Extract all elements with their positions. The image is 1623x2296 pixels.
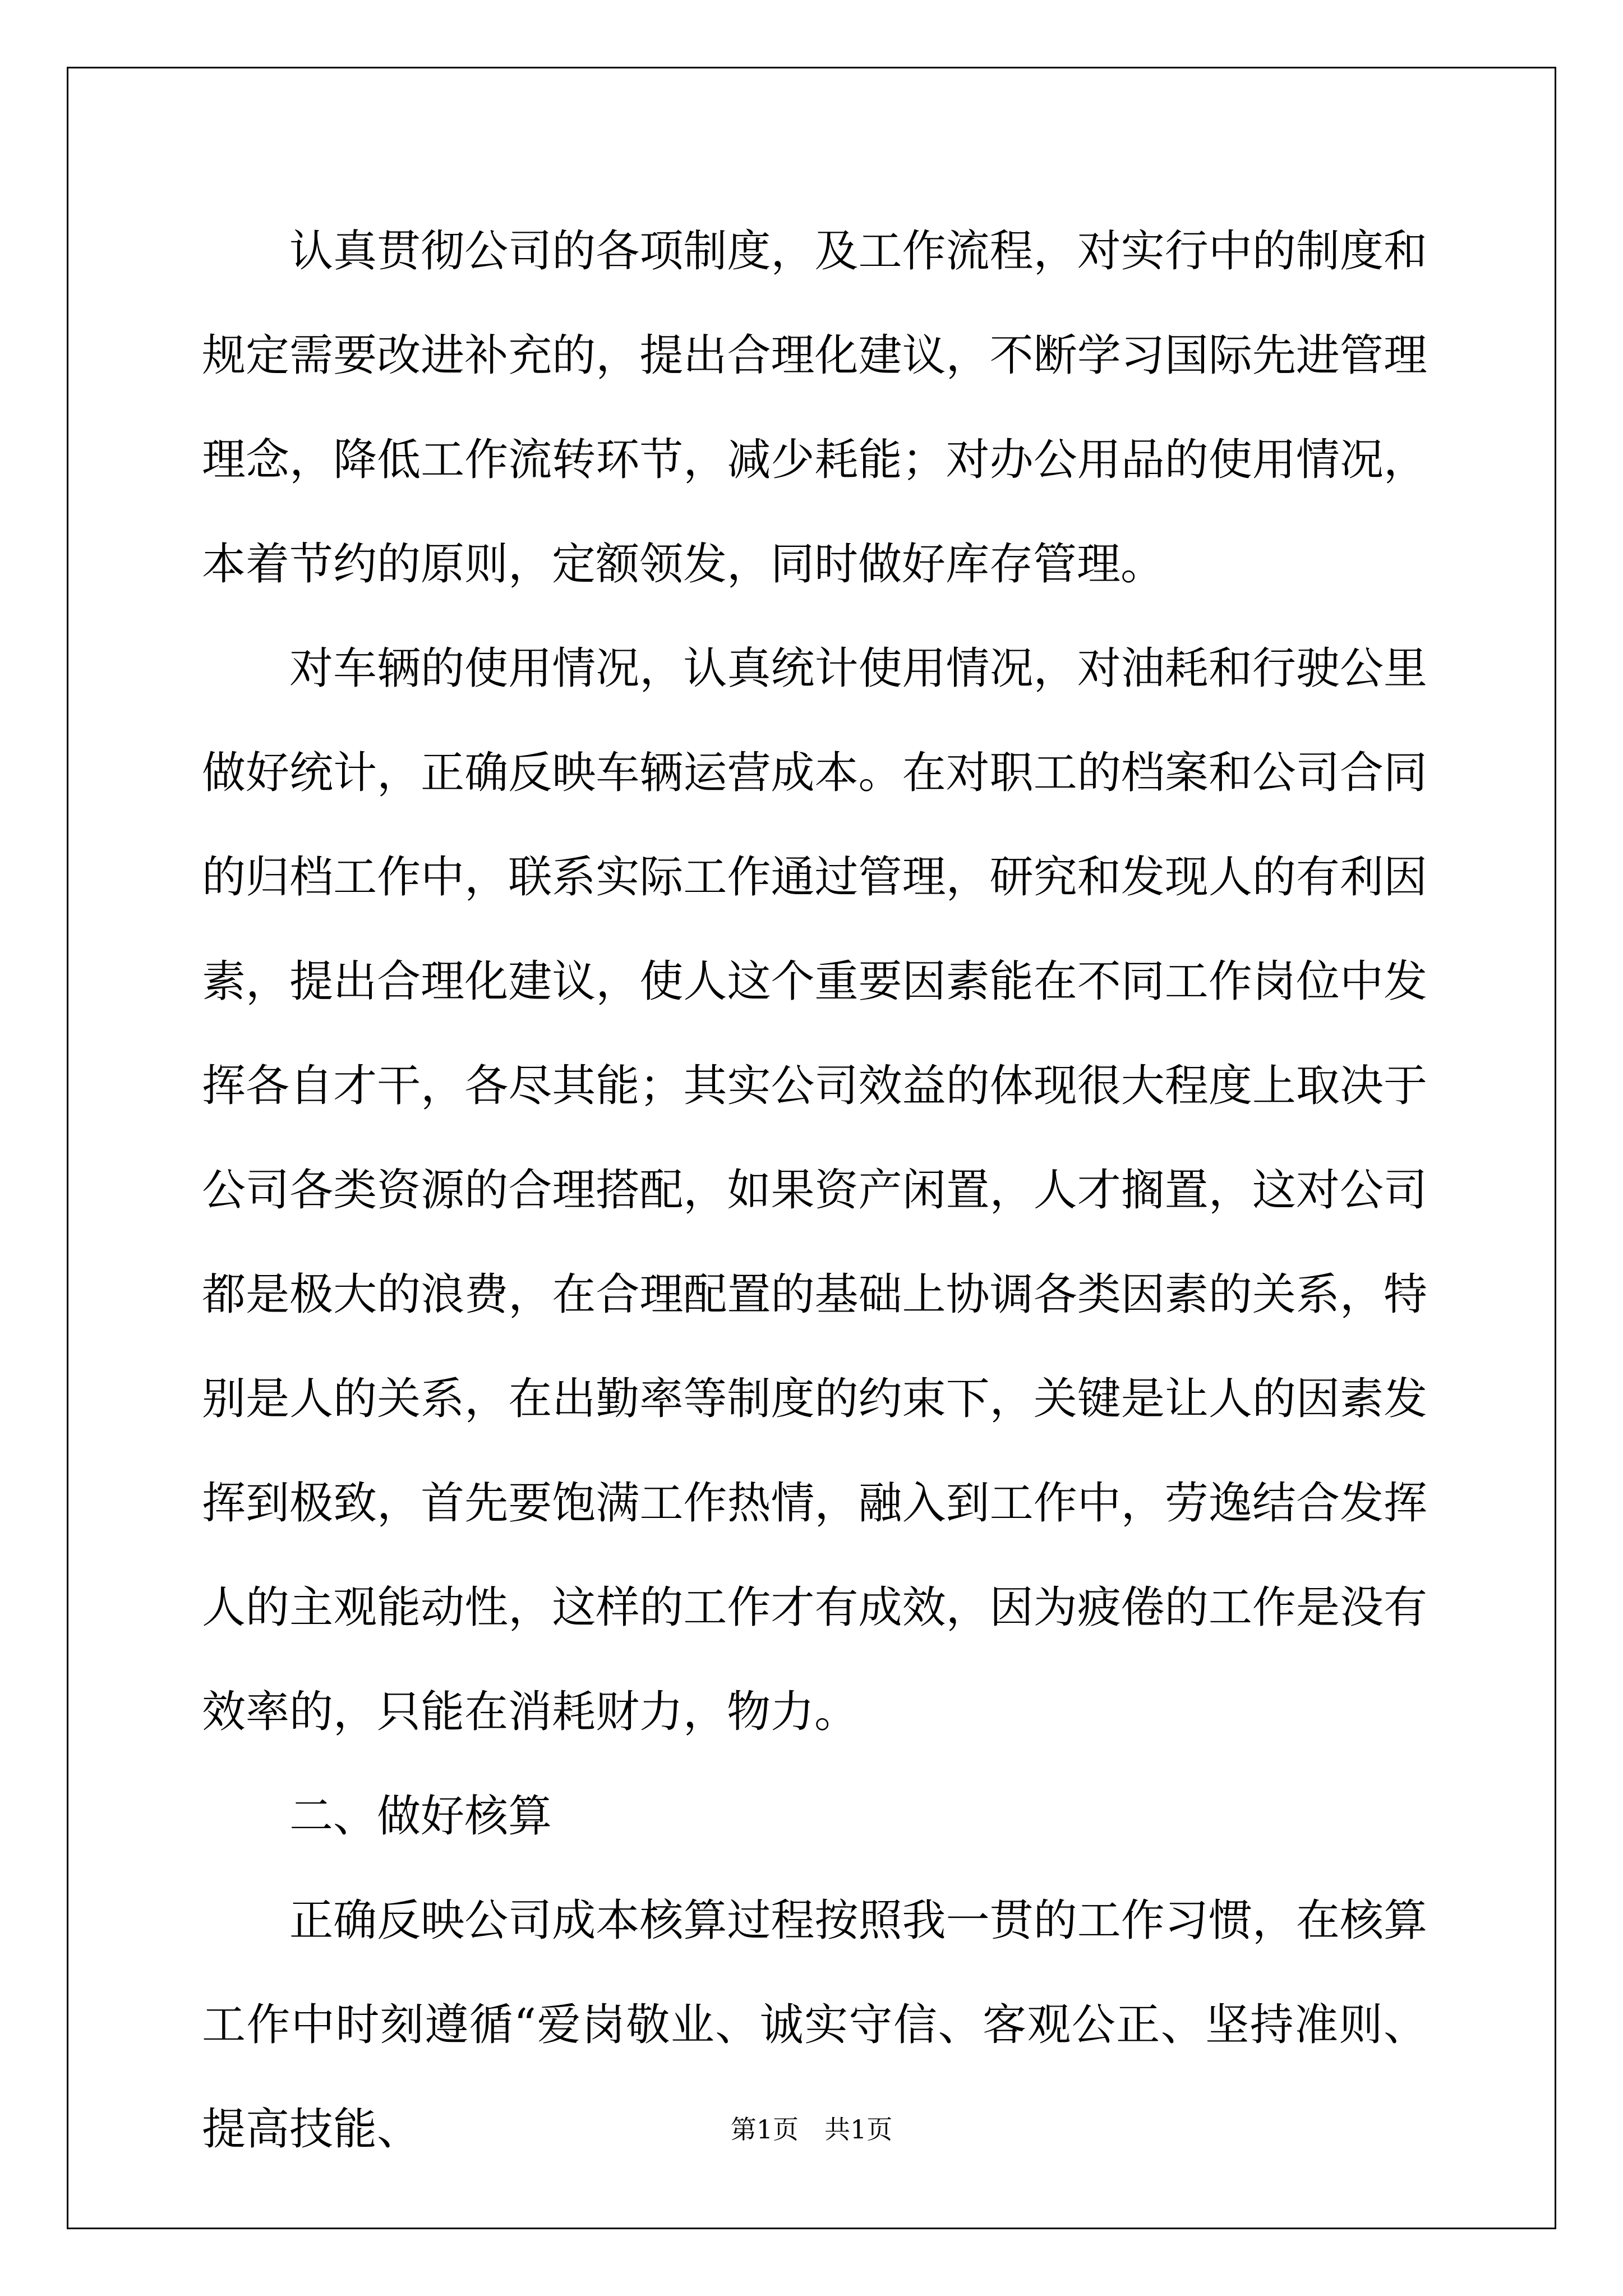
paragraph-3: 正确反映公司成本核算过程按照我一贯的工作习惯，在核算工作中时刻遵循“爱岗敬业、诚实守信、客观公正、坚持准则、提高技能、 [202, 1895, 1427, 2155]
paragraph-1: 认真贯彻公司的各项制度，及工作流程，对实行中的制度和规定需要改进补充的，提出合理化建议，不断学习国际先进管理理念，降低工作流转环节，减少耗能；对办公用品的使用情况，本着节约的原则，定额领发，同时做好库存管理。 [202, 226, 1427, 590]
paragraph-2: 对车辆的使用情况，认真统计使用情况，对油耗和行驶公里做好统计，正确反映车辆运营成本。在对职工的档案和公司合同的归档工作中，联系实际工作通过管理，研究和发现人的有利因素，提出合理化建议，使人这个重要因素能在不同工作岗位中发挥各自才干，各尽其能；其实公司效益的体现很大程度上取决于公司各类资源的合理搭配，如果资产闲置，人才搁置，这对公司都是极大的浪费，在合理配置的基础上协调各类因素的关系，特别是人的关系，在出勤率等制度的约束下，关键是让人的因素发挥到极致，首先要饱满工作热情，融入到工作中，劳逸结合发挥人的主观能动性，这样的工作才有成效，因为疲倦的工作是没有效率的，只能在消耗财力，物力。 [202, 643, 1427, 1737]
page-number-label: 第1页 共1页 [730, 2114, 893, 2145]
section-heading: 二、做好核算 [289, 1791, 552, 1842]
document-body [202, 199, 1427, 2182]
page-footer [0, 2109, 1623, 2146]
